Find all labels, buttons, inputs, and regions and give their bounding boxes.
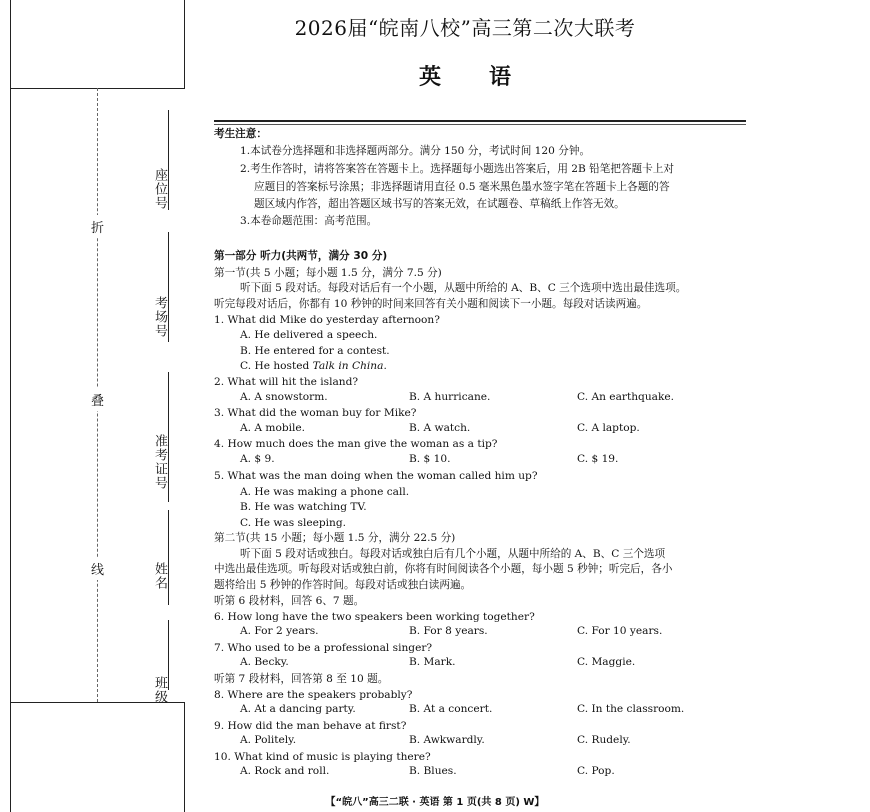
- q3-option-c: C. A laptop.: [577, 422, 640, 434]
- fold-label-3: 线: [91, 557, 104, 580]
- q3-option-b: B. A watch.: [409, 422, 471, 434]
- q6-stem: 6. How long have the two speakers been working together?: [214, 611, 535, 623]
- section2-instruction-3: 题将给出 5 秒钟的作答时间。每段对话或独白读两遍。: [214, 579, 472, 591]
- header-rule: [214, 120, 746, 122]
- q8-option-a: A. At a dancing party.: [240, 703, 356, 715]
- q5-option-b: B. He was watching TV.: [240, 501, 367, 513]
- q1-stem: 1. What did Mike do yesterday afternoon?: [214, 314, 440, 326]
- seat-number-label: 座位号: [152, 168, 167, 210]
- q10-option-c: C. Pop.: [577, 765, 615, 777]
- q6-option-a: A. For 2 years.: [240, 625, 319, 637]
- q10-stem: 10. What kind of music is playing there?: [214, 751, 431, 763]
- notice-item-2: 2.考生作答时，请将答案答在答题卡上。选择题每小题选出答案后，用 2B 铅笔把答题卡上对: [240, 163, 674, 175]
- binding-border-left: [10, 0, 11, 812]
- notice-item-2-cont: 应题目的答案标号涂黑；非选择题请用直径 0.5 毫米黑色墨水签字笔在答题卡上各题的答: [254, 181, 670, 193]
- q8-option-b: B. At a concert.: [409, 703, 493, 715]
- notice-item-2-end: 题区域内作答，超出答题区域书写的答案无效，在试题卷、草稿纸上作答无效。: [254, 198, 625, 210]
- q10-option-a: A. Rock and roll.: [240, 765, 330, 777]
- q3-option-a: A. A mobile.: [240, 422, 306, 434]
- exam-title: 2026届“皖南八校”高三第二次大联考: [294, 16, 636, 40]
- section1-instruction-1: 听下面 5 段对话。每段对话后有一个小题，从题中所给的 A、B、C 三个选项中选出最佳选项。: [240, 282, 687, 294]
- q4-option-a: A. $ 9.: [240, 453, 275, 465]
- q8-stem: 8. Where are the speakers probably?: [214, 689, 413, 701]
- q1-option-a: A. He delivered a speech.: [240, 329, 378, 341]
- q5-stem: 5. What was the man doing when the woman called him up?: [214, 470, 538, 482]
- exam-room-field[interactable]: [168, 232, 169, 342]
- fold-label-1: 折: [91, 215, 104, 238]
- name-field[interactable]: [168, 510, 169, 605]
- q7-option-a: A. Becky.: [240, 656, 289, 668]
- q9-stem: 9. How did the man behave at first?: [214, 720, 407, 732]
- section1-heading: 第一节(共 5 小题；每小题 1.5 分，满分 7.5 分): [214, 267, 442, 279]
- q2-stem: 2. What will hit the island?: [214, 376, 359, 388]
- q2-option-b: B. A hurricane.: [409, 391, 491, 403]
- admission-number-label: 准考证号: [152, 434, 167, 490]
- section2-heading: 第二节(共 15 小题；每小题 1.5 分，满分 22.5 分): [214, 532, 456, 544]
- subject-title: [185, 60, 745, 91]
- class-label: 班级: [152, 676, 167, 704]
- exam-room-label: 考场号: [152, 296, 167, 338]
- header-rule-thin: [214, 124, 746, 125]
- q6-option-c: C. For 10 years.: [577, 625, 663, 637]
- q8-option-c: C. In the classroom.: [577, 703, 685, 715]
- q5-option-a: A. He was making a phone call.: [240, 486, 410, 498]
- q6-option-b: B. For 8 years.: [409, 625, 488, 637]
- q7-option-c: C. Maggie.: [577, 656, 636, 668]
- q9-option-b: B. Awkwardly.: [409, 734, 485, 746]
- fold-label-2: 叠: [91, 388, 104, 411]
- q4-option-b: B. $ 10.: [409, 453, 451, 465]
- q10-option-b: B. Blues.: [409, 765, 457, 777]
- q1-option-c-title: Talk in China: [312, 360, 384, 372]
- subject-char-1: 英: [418, 65, 441, 90]
- class-field[interactable]: [168, 620, 169, 690]
- q9-option-c: C. Rudely.: [577, 734, 631, 746]
- q2-option-c: C. An earthquake.: [577, 391, 675, 403]
- q1-option-c: [240, 359, 387, 373]
- part1-heading: 第一部分 听力(共两节，满分 30 分): [214, 250, 388, 262]
- q5-option-c: C. He was sleeping.: [240, 517, 347, 529]
- notice-item-3: 3.本卷命题范围：高考范围。: [240, 215, 378, 227]
- q1-option-c-suffix: .: [383, 360, 387, 372]
- q9-option-a: A. Politely.: [240, 734, 297, 746]
- subject-char-2: 语: [489, 65, 512, 90]
- section1-instruction-2: 听完每段对话后，你都有 10 秒钟的时间来回答有关小题和阅读下一小题。每段对话读两遍。: [214, 298, 648, 310]
- q2-option-a: A. A snowstorm.: [240, 391, 328, 403]
- q3-stem: 3. What did the woman buy for Mike?: [214, 407, 417, 419]
- section2-instruction-1: 听下面 5 段对话或独白。每段对话或独白后有几个小题，从题中所给的 A、B、C 三个选项: [240, 548, 666, 560]
- section2-instruction-2: 中选出最佳选项。听每段对话或独白前，你将有时间阅读各个小题，每小题 5 秒钟；听完后，各小: [214, 563, 673, 575]
- q4-option-c: C. $ 19.: [577, 453, 619, 465]
- material-7-note: 听第 7 段材料，回答第 8 至 10 题。: [214, 673, 389, 685]
- admission-number-field[interactable]: [168, 372, 169, 502]
- q7-stem: 7. Who used to be a professional singer?: [214, 642, 433, 654]
- q1-option-c-prefix: C. He hosted: [240, 360, 313, 372]
- notice-item-1: 1.本试卷分选择题和非选择题两部分。满分 150 分，考试时间 120 分钟。: [240, 145, 591, 157]
- q4-stem: 4. How much does the man give the woman as a tip?: [214, 438, 498, 450]
- name-label: 姓名: [152, 562, 167, 590]
- seat-number-field[interactable]: [168, 110, 169, 210]
- notice-heading: 考生注意：: [214, 128, 267, 140]
- q1-option-b: B. He entered for a contest.: [240, 345, 390, 357]
- material-6-note: 听第 6 段材料，回答 6、7 题。: [214, 595, 365, 607]
- q7-option-b: B. Mark.: [409, 656, 456, 668]
- page-footer: 【“皖八”高三二联 · 英语 第 1 页(共 8 页) W】: [325, 797, 545, 808]
